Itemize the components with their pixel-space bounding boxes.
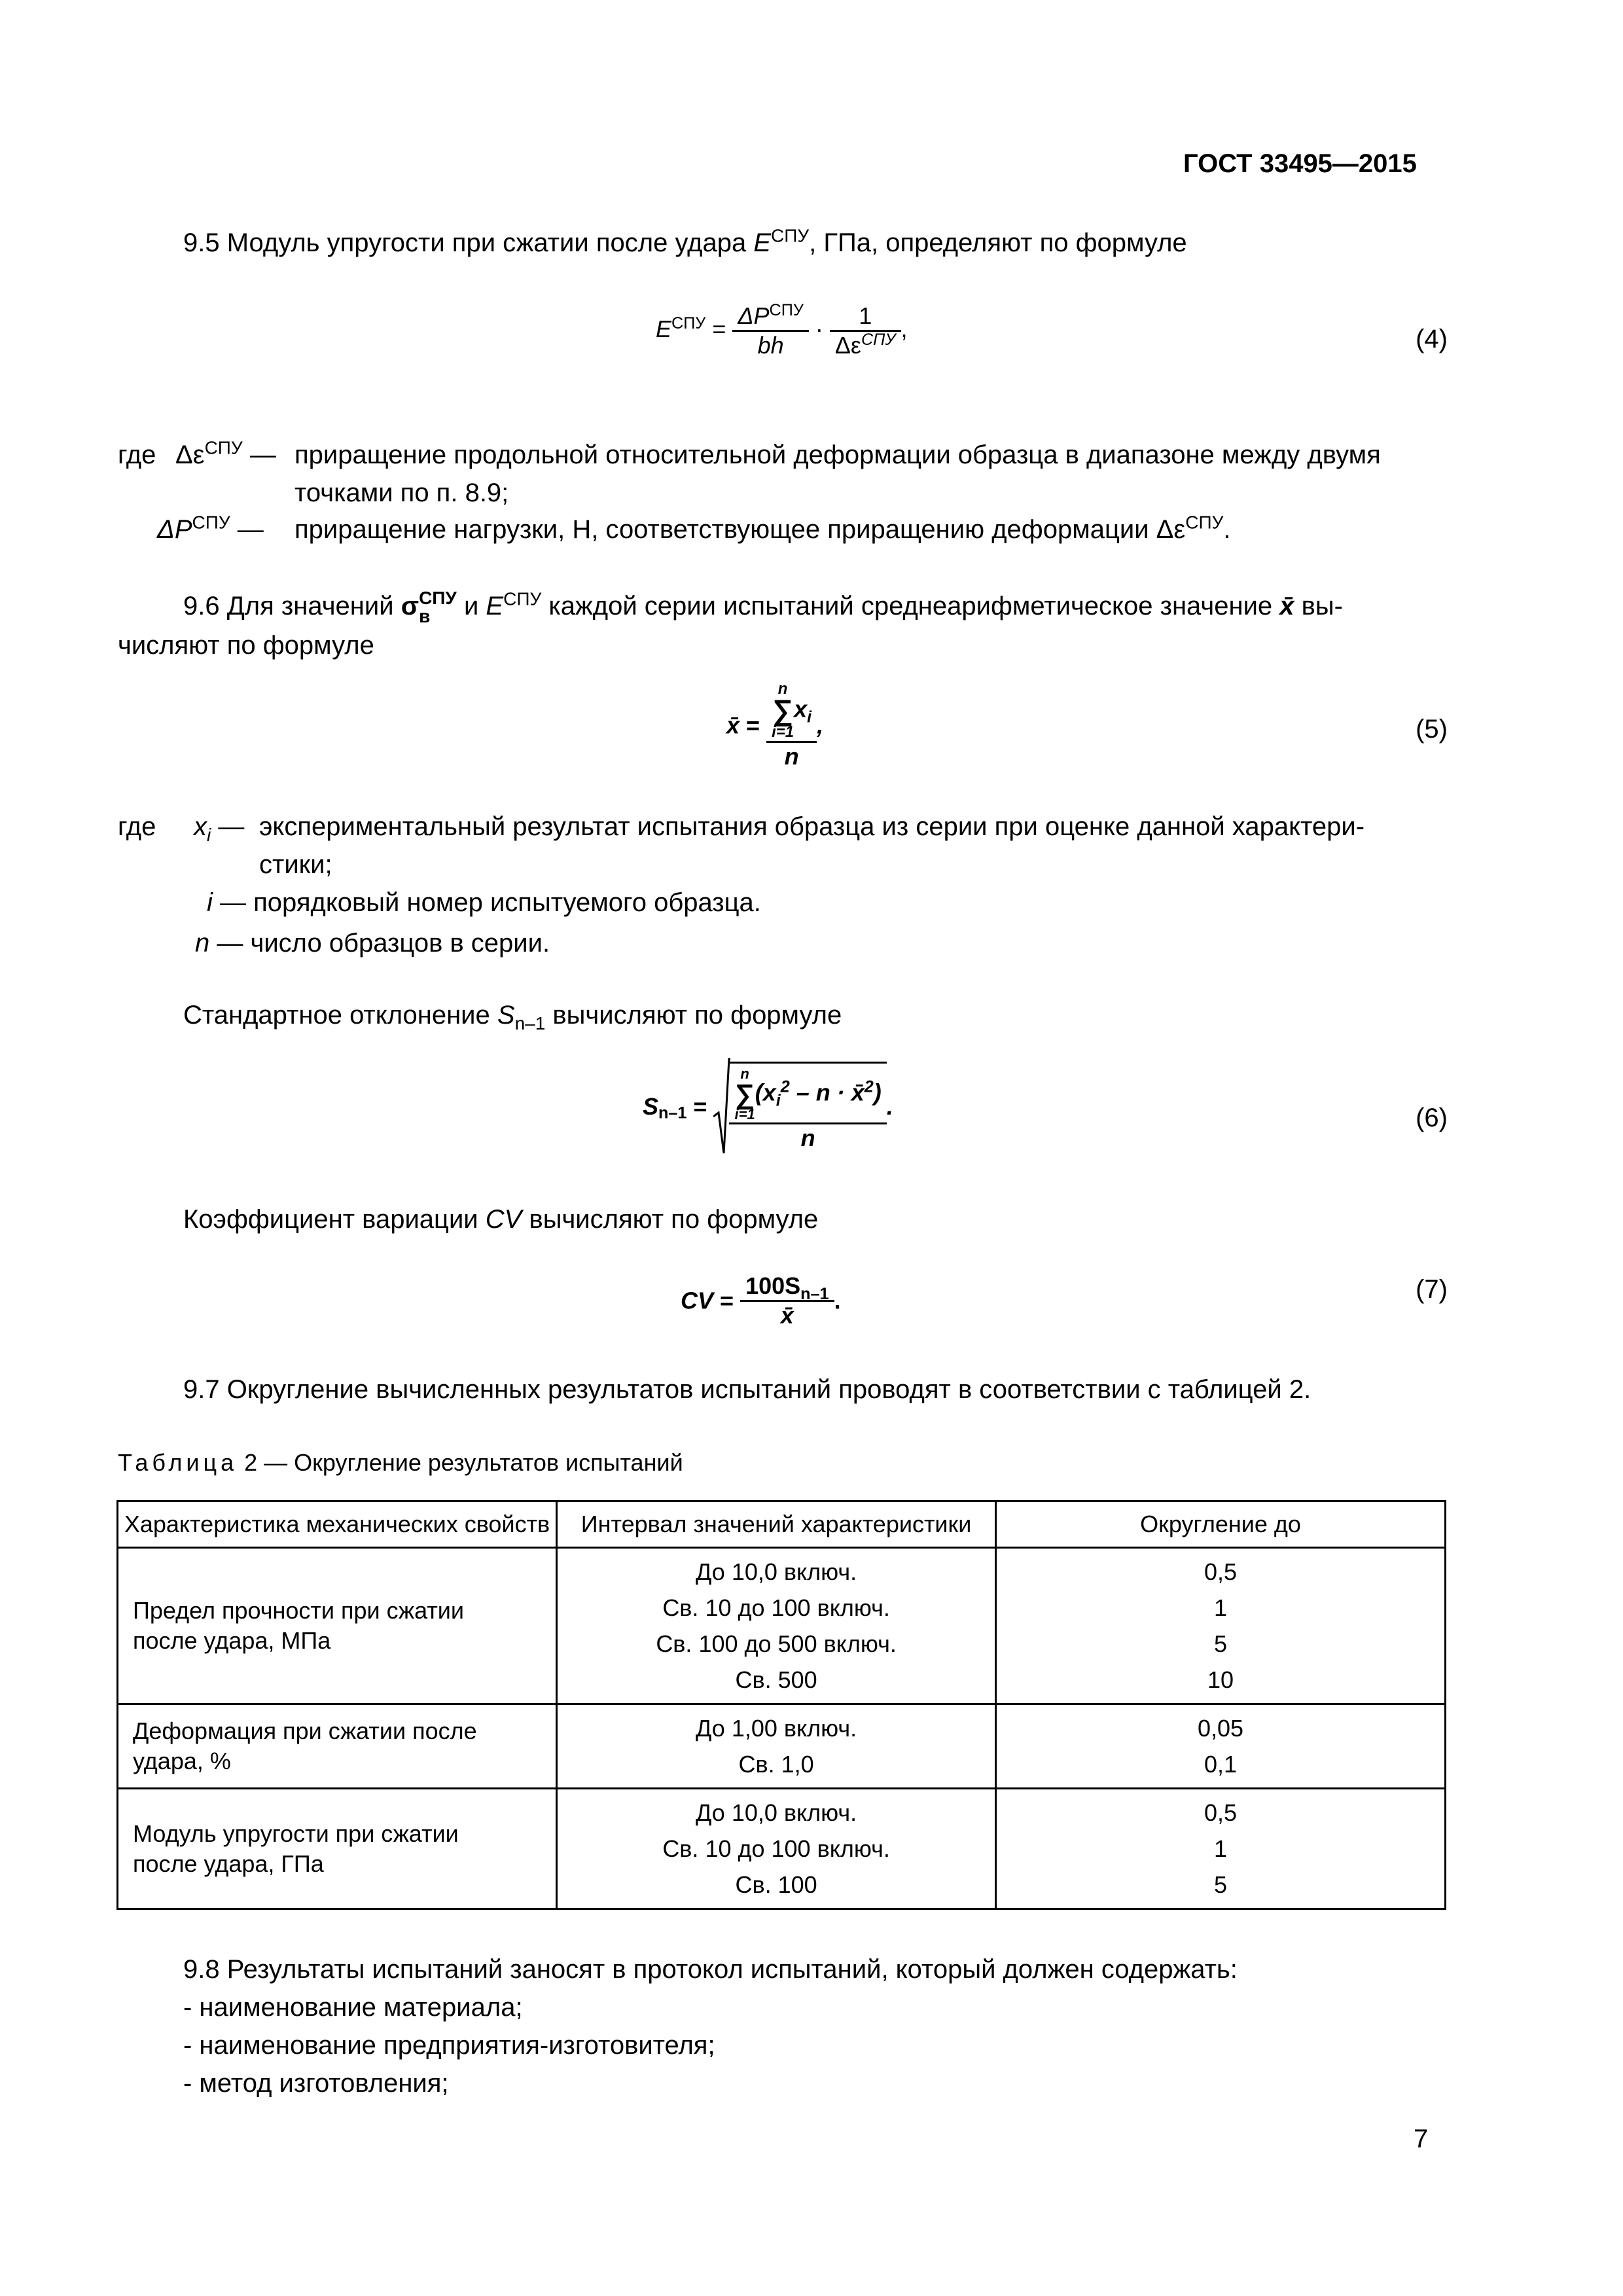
- eq5-x: x: [794, 695, 808, 723]
- page-number: 7: [1414, 2125, 1429, 2153]
- rounding-value: 0,5: [1204, 1799, 1238, 1826]
- s96-text-a: 9.6 Для значений: [183, 592, 401, 620]
- def1-line2: точками по п. 8.9;: [294, 478, 509, 507]
- list-item: - наименование материала;: [183, 1993, 523, 2022]
- s96-sigma: σ: [401, 592, 419, 620]
- sdev-text-a: Стандартное отклонение: [183, 1001, 497, 1030]
- table-header-cell: Интервал значений характеристики: [557, 1501, 996, 1548]
- table-cell-intervals: [557, 1548, 996, 1704]
- sdev-sub: n–1: [514, 1013, 546, 1033]
- s95-sup: СПУ: [771, 225, 810, 246]
- eq5-def2-text: порядковый номер испытуемого образца.: [253, 888, 761, 917]
- s96-sigma-sub: в: [419, 606, 431, 627]
- eq4-num1: ΔP: [738, 302, 770, 329]
- s95-symbol-e: E: [753, 228, 772, 257]
- cv-paragraph: [183, 1200, 1513, 1238]
- table-cell-intervals: [557, 1789, 996, 1909]
- eq4-where: где: [118, 440, 156, 469]
- char-line: Предел прочности при сжатии: [133, 1597, 465, 1624]
- eq5-equals: =: [746, 711, 760, 739]
- eq7-lhs: CV: [681, 1287, 714, 1314]
- eq5-def1-symbol: [194, 808, 244, 846]
- eq6-lhs: S: [643, 1093, 659, 1120]
- def2-tail-sym: Δε: [1156, 515, 1186, 544]
- section-9-8: [118, 1950, 1448, 2102]
- sqrt-icon: [713, 1058, 730, 1156]
- rounding-value: 10: [1207, 1666, 1234, 1693]
- interval-value: Св. 100: [735, 1871, 817, 1898]
- eq5-def1-text: [259, 808, 1448, 884]
- s96-sup: СПУ: [503, 588, 542, 609]
- table-cell-characteristic: [118, 1704, 557, 1789]
- eq4-den1: bh: [757, 332, 784, 359]
- eq6-number: (6): [1416, 1103, 1448, 1132]
- interval-value: До 10,0 включ.: [696, 1799, 857, 1826]
- eq6-lhs-sub: n–1: [658, 1103, 687, 1122]
- sdev-sym: S: [497, 1001, 515, 1030]
- eq7-num-sub: n–1: [800, 1285, 829, 1304]
- eq7-period: .: [834, 1287, 841, 1314]
- eq5-def3-text: число образцов в серии.: [250, 929, 550, 958]
- eq5-lhs: x̄: [726, 711, 740, 739]
- eq6-body-sub: i: [776, 1091, 781, 1110]
- eq6-den: n: [800, 1124, 815, 1151]
- eq5-sum: ∑: [772, 694, 793, 726]
- def2-sup: СПУ: [192, 512, 230, 533]
- eq5-def3-sym: n: [195, 929, 210, 958]
- eq4-lhs-sup: СПУ: [671, 314, 706, 333]
- eq6-equals: =: [693, 1093, 707, 1120]
- eq6-body-end: ): [873, 1079, 882, 1106]
- def1-dash: —: [249, 440, 276, 469]
- s95-text-a: 9.5 Модуль упругости при сжатии после удара: [183, 228, 754, 257]
- cv-text-b: вычисляют по формуле: [522, 1205, 819, 1234]
- section-9-6: [118, 586, 1448, 665]
- char-line: после удара, МПа: [133, 1627, 331, 1654]
- table-row: [118, 1789, 1446, 1909]
- interval-value: Св. 10 до 100 включ.: [662, 1835, 890, 1862]
- s97-text: 9.7 Округление вычисленных результатов испытаний проводят в соответствии с таблицей 2.: [183, 1375, 1311, 1404]
- table-cell-rounding: [996, 1704, 1446, 1789]
- eq5-def1-dash: —: [218, 812, 245, 841]
- eq5-where: где: [118, 812, 156, 841]
- table-caption: [118, 1449, 683, 1477]
- def2-text: приращение нагрузки, Н, соответствующее приращению деформации: [294, 515, 1156, 544]
- rounding-value: 0,5: [1204, 1558, 1238, 1585]
- table-cell-intervals: [557, 1704, 996, 1789]
- cv-text-a: Коэффициент вариации: [183, 1205, 486, 1234]
- eq5-def1-sym: x: [194, 812, 207, 841]
- eq5-def3: [195, 924, 550, 962]
- eq4-def2-text: [294, 511, 1231, 548]
- rounding-value: 1: [1214, 1594, 1228, 1621]
- equation-4: [656, 302, 908, 359]
- table-cell-characteristic: [118, 1789, 557, 1909]
- standard-header: ГОСТ 33495—2015: [1183, 149, 1417, 178]
- eq6-body-sup: 2: [780, 1077, 790, 1096]
- table-cell-rounding: [996, 1789, 1446, 1909]
- eq5-sum-bottom: i=1: [772, 723, 794, 741]
- def2-dash: —: [237, 515, 264, 544]
- eq4-dot: ·: [815, 315, 823, 343]
- eq4-den2-sup: СПУ: [861, 331, 896, 349]
- eq5-def2: [207, 884, 761, 922]
- table-row: [118, 1548, 1446, 1704]
- eq4-num1-sup: СПУ: [769, 301, 804, 319]
- rounding-value: 0,05: [1198, 1715, 1244, 1742]
- equation-7: [681, 1272, 841, 1329]
- eq6-sum: ∑: [735, 1079, 755, 1109]
- def2-sym: ΔP: [157, 515, 192, 544]
- eq6-sum-bottom: i=1: [734, 1106, 755, 1122]
- eq7-num: 100S: [745, 1272, 801, 1299]
- s95-text-b: , ГПа, определяют по формуле: [809, 228, 1187, 257]
- eq4-equals: =: [712, 315, 726, 343]
- equation-5: [726, 681, 823, 770]
- s96-and: и: [456, 592, 486, 620]
- table-caption-word: Таблица: [118, 1449, 238, 1476]
- def1-sup: СПУ: [204, 437, 243, 458]
- sdev-text-b: вычисляют по формуле: [545, 1001, 842, 1030]
- eq5-def2-sym: i: [207, 888, 213, 917]
- eq4-def1-text: [294, 436, 1446, 512]
- eq4-comma: ,: [901, 315, 908, 343]
- section-9-5: [183, 224, 1513, 262]
- eq5-den: n: [784, 743, 799, 770]
- table-row: [118, 1704, 1446, 1789]
- eq5-def3-dash: —: [217, 929, 243, 958]
- eq4-fraction-1: [732, 302, 808, 359]
- eq4-num2: 1: [830, 302, 901, 332]
- eq5-def1-sub: i: [207, 825, 211, 845]
- list-item: - метод изготовления;: [183, 2069, 449, 2098]
- cv-sym: CV: [485, 1205, 522, 1234]
- def1-line1: приращение продольной относительной деформации образца в диапазоне между двумя: [294, 440, 1381, 469]
- eq4-number: (4): [1416, 325, 1448, 353]
- eq5-number: (5): [1416, 715, 1448, 744]
- s98-text: 9.8 Результаты испытаний заносят в протокол испытаний, который должен содержать:: [183, 1955, 1238, 1984]
- interval-value: Св. 100 до 500 включ.: [656, 1630, 897, 1657]
- rounding-value: 0,1: [1204, 1751, 1238, 1778]
- eq4-fraction-2: [830, 302, 901, 359]
- eq7-fraction: [740, 1272, 834, 1329]
- rounding-table: [116, 1500, 1446, 1910]
- eq6-body: (x: [755, 1079, 776, 1106]
- eq5-def2-dash: —: [220, 888, 247, 917]
- s96-text-c: вы-: [1294, 592, 1343, 620]
- eq5-x-sub: i: [807, 708, 812, 726]
- eq4-lhs: E: [656, 315, 672, 343]
- eq5-fraction: [766, 681, 817, 770]
- s96-xbar: x̄: [1279, 592, 1294, 620]
- s96-text-b: каждой серии испытаний среднеарифметическое значение: [541, 592, 1280, 620]
- table-header-cell: Характеристика механических свойств: [118, 1501, 557, 1548]
- eq6-body-sup2: 2: [864, 1077, 874, 1096]
- equation-6: [643, 1058, 893, 1156]
- table-cell-characteristic: [118, 1548, 557, 1704]
- s96-line2: числяют по формуле: [118, 631, 374, 660]
- section-9-7: [183, 1371, 1513, 1408]
- list-item: - наименование предприятия-изготовителя;: [183, 2031, 715, 2060]
- eq7-den: x̄: [780, 1302, 794, 1329]
- s96-symbol-e: E: [486, 592, 504, 620]
- char-line: Модуль упругости при сжатии: [133, 1820, 459, 1847]
- interval-value: Св. 10 до 100 включ.: [662, 1594, 890, 1621]
- rounding-value: 5: [1214, 1871, 1228, 1898]
- rounding-value: 5: [1214, 1630, 1228, 1657]
- eq6-period: .: [886, 1093, 893, 1120]
- table-header-row: [118, 1501, 1446, 1548]
- table-header-cell: Округление до: [996, 1501, 1446, 1548]
- char-line: удара, %: [133, 1748, 231, 1774]
- eq5-def1-line1: экспериментальный результат испытания образца из серии при оценке данной характери-: [259, 812, 1365, 841]
- eq6-fraction: [729, 1062, 886, 1152]
- rounding-value: 1: [1214, 1835, 1228, 1862]
- def1-sym: Δε: [175, 440, 205, 469]
- char-line: после удара, ГПа: [133, 1850, 324, 1877]
- def2-end: .: [1223, 515, 1231, 544]
- table-caption-rest: 2 — Округление результатов испытаний: [238, 1449, 683, 1476]
- eq4-def1-symbol: [175, 436, 276, 474]
- eq5-def1-line2: стики;: [259, 850, 332, 879]
- eq4-den2: Δε: [834, 332, 861, 359]
- table-cell-rounding: [996, 1548, 1446, 1704]
- eq4-def2-symbol: [157, 511, 264, 548]
- interval-value: Св. 500: [735, 1666, 817, 1693]
- interval-value: Св. 1,0: [738, 1751, 814, 1778]
- s96-sigma-sup: СПУ: [419, 588, 457, 609]
- eq5-comma: ,: [817, 711, 824, 739]
- eq7-number: (7): [1416, 1275, 1448, 1304]
- eq5-sum-top: n: [777, 680, 788, 698]
- eq6-sum-top: n: [740, 1066, 749, 1082]
- def2-tail-sup: СПУ: [1185, 512, 1224, 533]
- char-line: Деформация при сжатии после: [133, 1717, 477, 1744]
- interval-value: До 1,00 включ.: [696, 1715, 857, 1742]
- sdev-paragraph: [183, 996, 1513, 1034]
- eq7-equals: =: [720, 1287, 734, 1314]
- eq6-body-mid: – n · x̄: [789, 1079, 865, 1106]
- interval-value: До 10,0 включ.: [696, 1558, 857, 1585]
